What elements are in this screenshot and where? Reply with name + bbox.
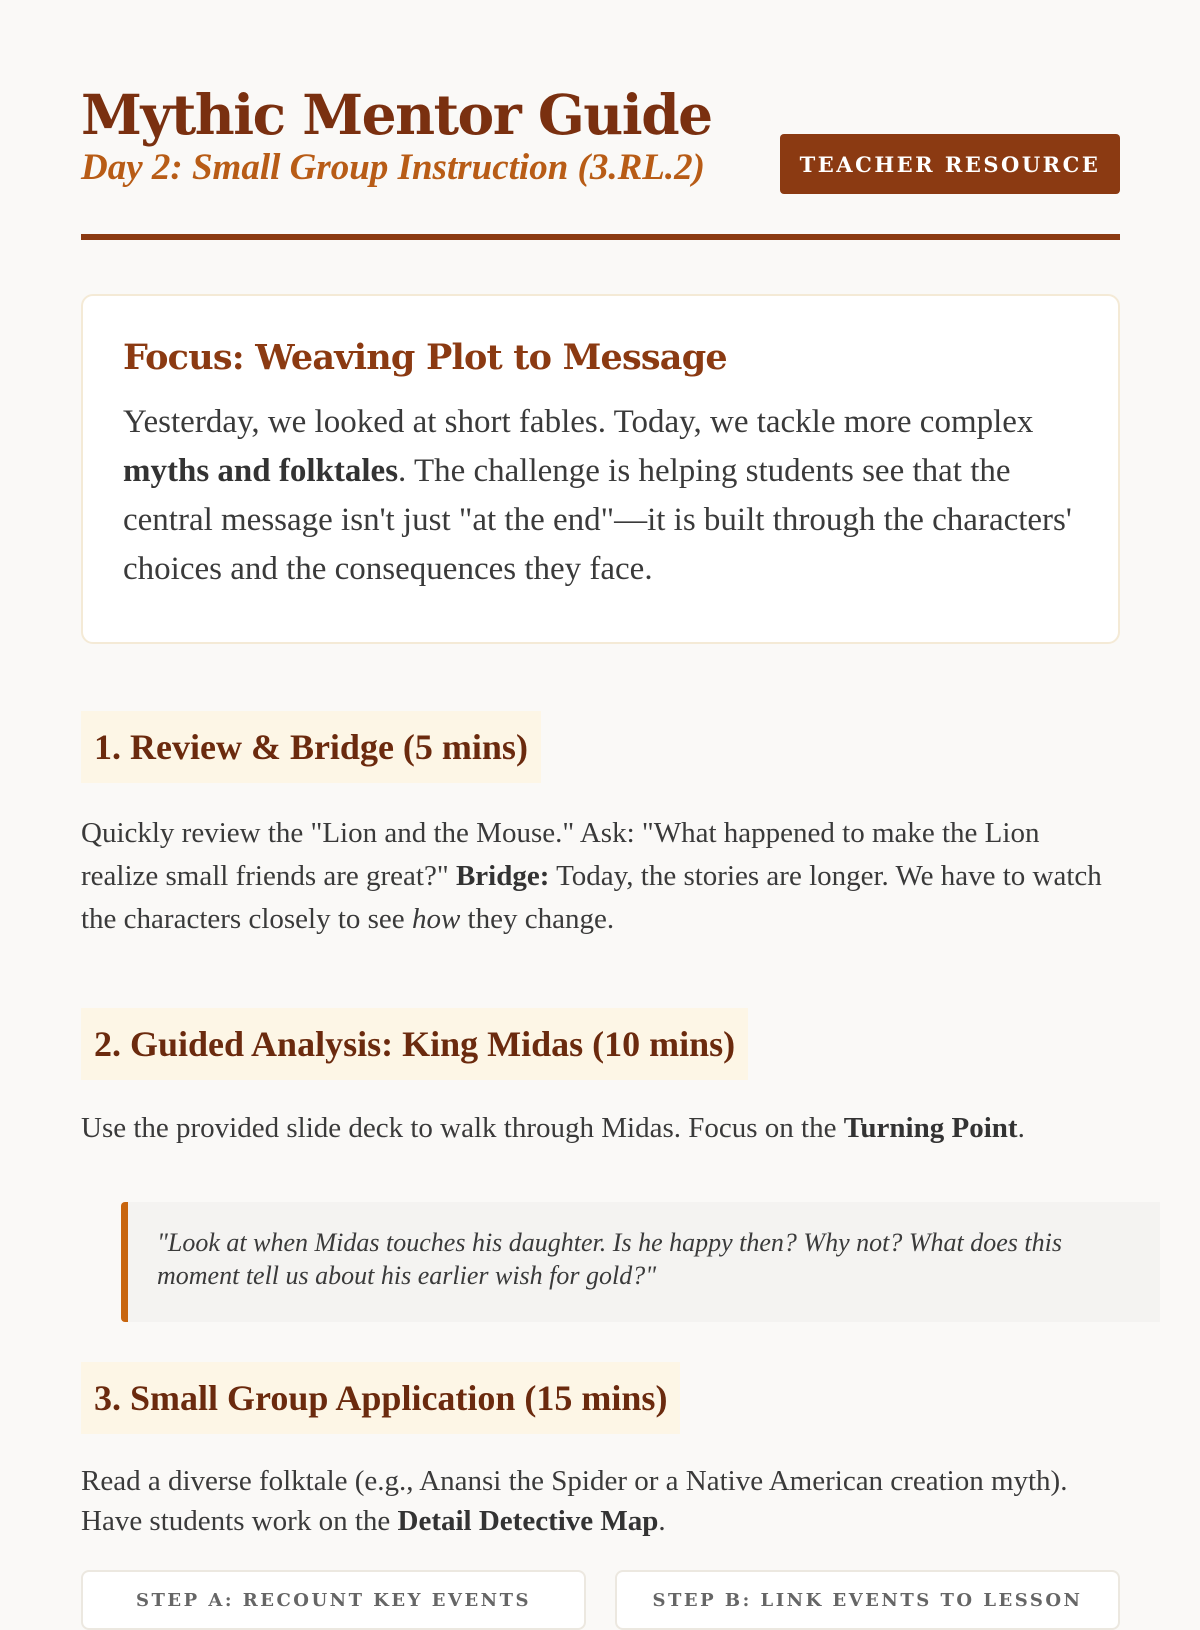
header-divider [81, 234, 1120, 240]
section-text-part: they change. [460, 903, 615, 935]
step-card-recount: STEP A: RECOUNT KEY EVENTS [81, 1570, 586, 1630]
page-subtitle: Day 2: Small Group Instruction (3.RL.2) [81, 147, 705, 188]
focus-text-part: . The challenge is helping students see that the central message isn't just "at the end"—it is built through the characters' choices and the consequences they face. [123, 453, 1072, 587]
focus-text [123, 398, 1078, 594]
teacher-prompt-quote: "Look at when Midas touches his daughter. Is he happy then? Why not? What does this moment tell us about his earlier wish for gold?" [121, 1202, 1160, 1322]
bridge-label: Bridge: [455, 860, 550, 892]
emphasis-word: how [411, 903, 461, 935]
section-text-part: Read a diverse folktale (e.g., Anansi the Spider or a Native American creation myth). Have students work on the [81, 1465, 1068, 1537]
step-cards [81, 1570, 1120, 1630]
teacher-resource-badge: TEACHER RESOURCE [780, 134, 1120, 194]
section-heading-small-group: 3. Small Group Application (15 mins) [81, 1362, 680, 1434]
section-text-part: Use the provided slide deck to walk through Midas. Focus on the [81, 1112, 844, 1144]
section-text-guided-analysis [81, 1107, 1120, 1150]
section-text-small-group [81, 1461, 1120, 1541]
focus-card [81, 294, 1120, 644]
focus-text-bold: myths and folktales [123, 453, 399, 489]
focus-heading: Focus: Weaving Plot to Message [123, 337, 727, 378]
section-text-part: . [1017, 1112, 1025, 1144]
section-heading-review-bridge: 1. Review & Bridge (5 mins) [81, 711, 541, 783]
section-text-part: Today, the stories are longer. We have to watch the characters closely to see [81, 860, 1102, 935]
detail-detective-map-term: Detail Detective Map [397, 1505, 659, 1537]
section-heading-guided-analysis: 2. Guided Analysis: King Midas (10 mins) [81, 1008, 748, 1080]
focus-text-part: Yesterday, we looked at short fables. Today, we tackle more complex [123, 404, 1034, 440]
section-text-part: Quickly review the "Lion and the Mouse." Ask: "What happened to make the Lion realize small friends are great?" [81, 817, 1040, 892]
section-text-part: . [658, 1505, 666, 1537]
page-header [81, 0, 1120, 242]
turning-point-term: Turning Point [843, 1112, 1018, 1144]
page-title: Mythic Mentor Guide [81, 82, 712, 147]
content-container [81, 0, 1120, 1611]
step-card-link: STEP B: LINK EVENTS TO LESSON [615, 1570, 1120, 1630]
section-text-review-bridge [81, 812, 1120, 941]
